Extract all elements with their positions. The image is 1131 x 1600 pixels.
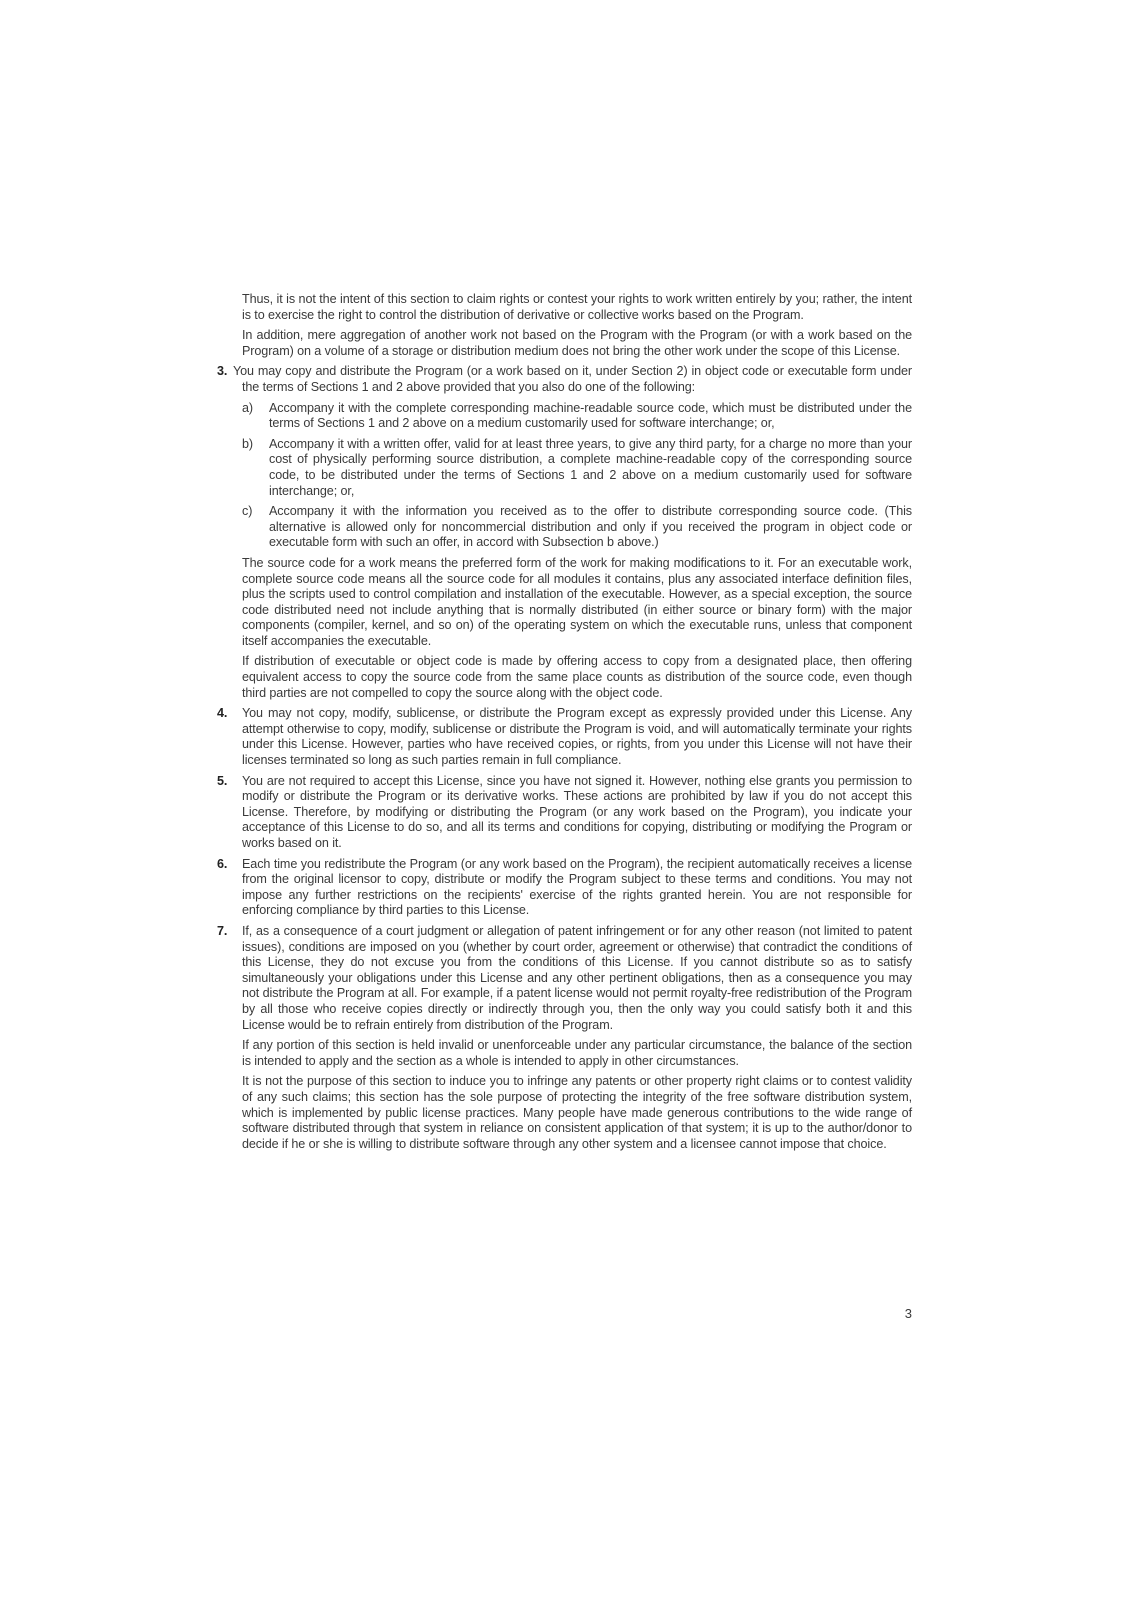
section-5-text: You are not required to accept this License, since you have not signed it. However, nothing else grants you permission to modify or distribute the Program or its derivative works. These actions are prohibited by law if you do not accept this License. Therefore, by modifying or distributing the Program (or any work based on the Program), you indicate your acceptance of this License to do so, and all its terms and conditions for copying, distributing or modifying the Program or works based on it.: [242, 773, 912, 850]
section-5-number: 5.: [217, 773, 228, 788]
intro-paragraph-1: Thus, it is not the intent of this section to claim rights or contest your rights to work written entirely by you; rather, the intent is to exercise the right to control the distribution of derivative or collective works based on the Program.: [242, 292, 912, 322]
section-4-text: You may not copy, modify, sublicense, or distribute the Program except as expressly provided under this License. Any attempt otherwise to copy, modify, sublicense or distribute the Program is void, and will automatically terminate your rights under this License. However, parties who have received copies, or rights, from you under this License will not have their licenses terminated so long as such parties remain in full compliance.: [242, 706, 912, 768]
section-6-number: 6.: [217, 856, 228, 871]
subitem-text: Accompany it with a written offer, valid for at least three years, to give any third party, for a charge no more than your cost of physically performing source distribution, a complete machine-readable copy of the corresponding source code, to be distributed under the terms of Sections 1 and 2 above on a medium customarily used for software interchange; or,: [269, 436, 912, 498]
section-3-subitem-b: [242, 436, 912, 499]
intro-paragraph-2: In addition, mere aggregation of another work not based on the Program with the Program (or with a work based on the Program) on a volume of a storage or distribution medium does not bring the other work under the scope of this License.: [242, 328, 912, 358]
section-4-number: 4.: [217, 706, 228, 721]
section-3-paragraph-2: If distribution of executable or object code is made by offering access to copy from a designated place, then offering equivalent access to copy the source code from the same place counts as distribution of the source code, even though third parties are not compelled to copy the source along with the object code.: [242, 654, 912, 700]
section-3-number: 3.: [217, 364, 228, 379]
subitem-label: b): [242, 436, 253, 451]
section-6: [217, 856, 912, 919]
subitem-text: Accompany it with the complete corresponding machine-readable source code, which must be distributed under the terms of Sections 1 and 2 above on a medium customarily used for software interchange; or,: [269, 400, 912, 431]
document-body: [217, 292, 912, 1157]
section-7: [217, 923, 912, 1152]
section-3-subitem-c: [242, 504, 912, 551]
section-3: [217, 364, 912, 701]
subitem-text: Accompany it with the information you received as to the offer to distribute corresponding source code. (This alternative is allowed only for noncommercial distribution and only if you received the program in object code or executable form with such an offer, in accord with Subsection b above.): [269, 504, 912, 550]
section-4: [217, 706, 912, 768]
section-6-text: Each time you redistribute the Program (or any work based on the Program), the recipient automatically receives a license from the original licensor to copy, distribute or modify the Program subject to these terms and conditions. You may not impose any further restrictions on the recipients' exercise of the rights granted herein. You are not responsible for enforcing compliance by third parties to this License.: [242, 856, 912, 918]
section-3-lead: You may copy and distribute the Program (or a work based on it, under Section 2) in object code or executable form under the terms of Sections 1 and 2 above provided that you also do one of the following:: [233, 364, 912, 394]
subitem-label: a): [242, 400, 253, 415]
section-7-paragraph-1: If any portion of this section is held invalid or unenforceable under any particular circumstance, the balance of the section is intended to apply and the section as a whole is intended to apply in other circumstances.: [242, 1038, 912, 1068]
section-3-paragraph-1: The source code for a work means the preferred form of the work for making modifications to it. For an executable work, complete source code means all the source code for all modules it contains, plus any associated interface definition files, plus the scripts used to control compilation and installation of the executable. However, as a special exception, the source code distributed need not include anything that is normally distributed (in either source or binary form) with the major components (compiler, kernel, and so on) of the operating system on which the executable runs, unless that component itself accompanies the executable.: [242, 555, 912, 648]
section-3-subitem-a: [242, 400, 912, 432]
section-7-paragraph-2: It is not the purpose of this section to induce you to infringe any patents or other property right claims or to contest validity of any such claims; this section has the sole purpose of protecting the integrity of the free software distribution system, which is implemented by public license practices. Many people have made generous contributions to the wide range of software distributed through that system in reliance on consistent application of that system; it is up to the author/donor to decide if he or she is willing to distribute software through any other system and a licensee cannot impose that choice.: [242, 1074, 912, 1151]
page-number: 3: [904, 1306, 912, 1321]
section-7-text: If, as a consequence of a court judgment or allegation of patent infringement or for any other reason (not limited to patent issues), conditions are imposed on you (whether by court order, agreement or otherwise) that contradict the conditions of this License, they do not excuse you from the conditions of this License. If you cannot distribute so as to satisfy simultaneously your obligations under this License and any other pertinent obligations, then as a consequence you may not distribute the Program at all. For example, if a patent license would not permit royalty-free redistribution of the Program by all those who receive copies directly or indirectly through you, then the only way you could satisfy both it and this License would be to refrain entirely from distribution of the Program.: [242, 923, 912, 1032]
section-5: [217, 773, 912, 852]
subitem-label: c): [242, 504, 253, 519]
section-7-number: 7.: [217, 923, 228, 938]
